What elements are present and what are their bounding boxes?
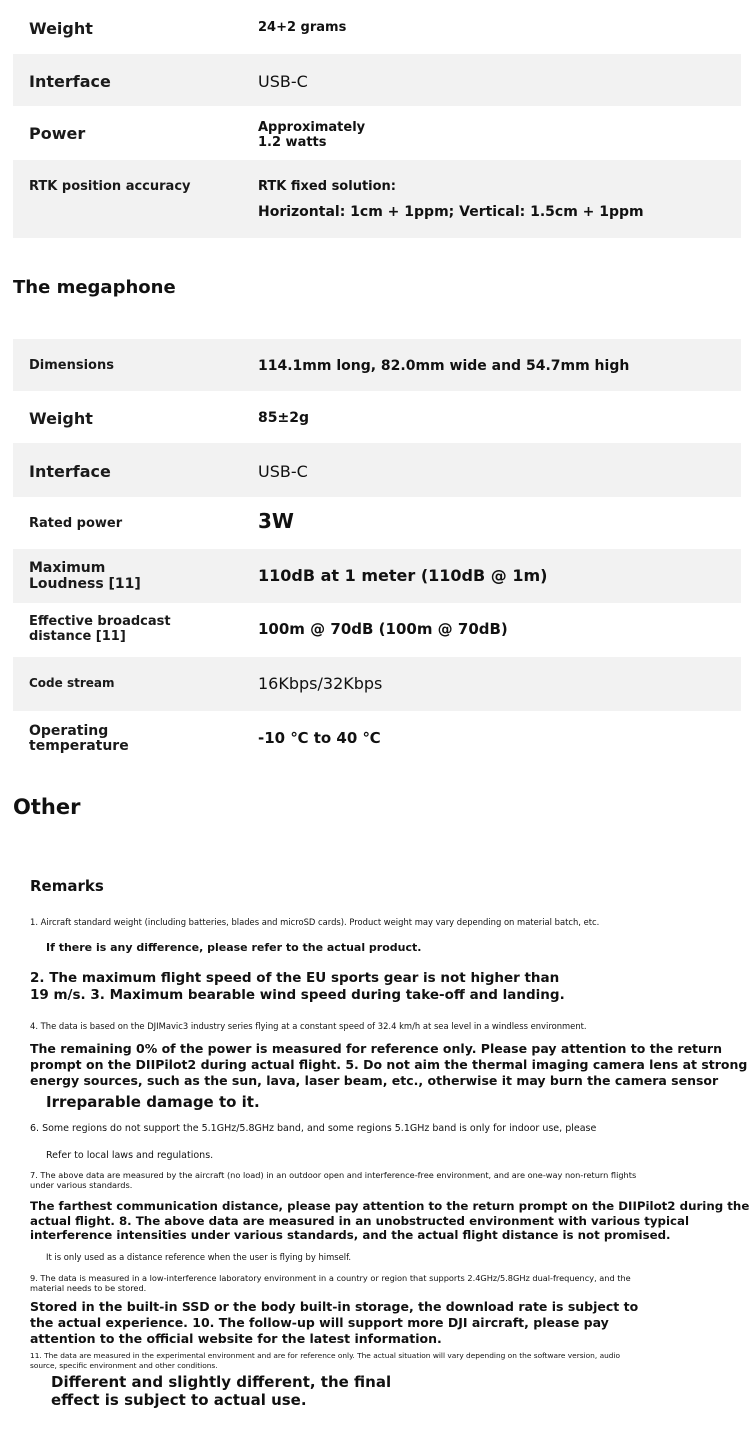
spec-label: RTK position accuracy <box>29 179 191 194</box>
spec-label-line: distance [11] <box>29 629 126 644</box>
other-heading: Other <box>13 795 81 819</box>
remark-note: 1. Aircraft standard weight (including batteries, blades and microSD cards). Product weight may vary depending on material batch, etc. <box>30 917 600 927</box>
spec-value: 100m @ 70dB (100m @ 70dB) <box>258 620 508 638</box>
spec-value-line: Horizontal: 1cm + 1ppm; Vertical: 1.5cm + 1ppm <box>258 204 644 220</box>
spec-value: -10 ℃ to 40 ℃ <box>258 729 381 747</box>
remark-note: Refer to local laws and regulations. <box>46 1150 214 1161</box>
spec-value: 114.1mm long, 82.0mm wide and 54.7mm high <box>258 358 630 374</box>
spec-value: 3W <box>258 509 294 533</box>
remark-note: Irreparable damage to it. <box>46 1093 260 1111</box>
spec-label: Weight <box>29 409 93 428</box>
spec-value: 85±2g <box>258 410 309 426</box>
spec-value-line: 1.2 watts <box>258 135 327 150</box>
remark-note: 6. Some regions do not support the 5.1GHz/5.8GHz band, and some regions 5.1GHz band is only for indoor use, please <box>30 1123 597 1134</box>
spec-label: Weight <box>29 19 93 38</box>
spec-label: Code stream <box>29 676 115 690</box>
spec-label: Interface <box>29 462 111 481</box>
spec-value-line: Approximately <box>258 120 366 135</box>
spec-value: USB-C <box>258 462 308 481</box>
spec-value: 24+2 grams <box>258 20 347 35</box>
remark-note: Stored in the built-in SSD or the body built-in storage, the download rate is subject to the actual experience. 10. The follow-up will support more DJI aircraft, please pay attention to the official website for the latest information. <box>30 1299 639 1346</box>
spec-label-line: Operating <box>29 723 109 739</box>
remark-note: If there is any difference, please refer to the actual product. <box>46 941 422 954</box>
spec-label-line: Loudness [11] <box>29 576 141 592</box>
spec-label-line: temperature <box>29 738 129 754</box>
remark-note: 7. The above data are measured by the aircraft (no load) in an outdoor open and interference-free environment, and are one-way non-return flights under various standards. <box>30 1170 637 1190</box>
spec-value-line: RTK fixed solution: <box>258 179 396 194</box>
remark-note: 9. The data is measured in a low-interference laboratory environment in a country or region that supports 2.4GHz/5.8GHz dual-frequency, and the material needs to be stored. <box>30 1273 631 1293</box>
remark-note: Different and slightly different, the final effect is subject to actual use. <box>51 1373 392 1409</box>
megaphone-heading: The megaphone <box>13 277 176 298</box>
remark-note: The remaining 0% of the power is measured for reference only. Please pay attention to the return prompt on the DIIPilot2 during actual flight. 5. Do not aim the thermal imaging camera lens at strong energy sources, such as the sun, lava, laser beam, etc., otherwise it may burn the camera sensor <box>30 1041 748 1088</box>
remark-note: 2. The maximum flight speed of the EU sports gear is not higher than 19 m/s. 3. Maximum bearable wind speed during take-off and landing. <box>30 970 565 1003</box>
spec-label-line: Effective broadcast <box>29 614 171 629</box>
spec-value: USB-C <box>258 72 308 91</box>
spec-label: Interface <box>29 72 111 91</box>
remark-note: 11. The data are measured in the experimental environment and are for reference only. The actual situation will vary depending on the software version, audio source, specific environment and other conditions. <box>30 1351 621 1370</box>
spec-label: Rated power <box>29 516 123 531</box>
remarks-title: Remarks <box>30 877 104 895</box>
spec-label: Power <box>29 124 86 143</box>
spec-value: 16Kbps/32Kbps <box>258 674 383 693</box>
spec-label-line: Maximum <box>29 560 106 576</box>
spec-label: Dimensions <box>29 358 114 373</box>
remark-note: 4. The data is based on the DJIMavic3 industry series flying at a constant speed of 32.4 km/h at sea level in a windless environment. <box>30 1021 587 1031</box>
remark-note: The farthest communication distance, please pay attention to the return prompt on the DIIPilot2 during the actual flight. 8. The above data are measured in an unobstructed environment with various typical interference intensities under various standards, and the actual flight distance is not promised. <box>30 1199 750 1242</box>
spec-value: 110dB at 1 meter (110dB @ 1m) <box>258 566 548 585</box>
remark-note: It is only used as a distance reference when the user is flying by himself. <box>46 1252 352 1262</box>
